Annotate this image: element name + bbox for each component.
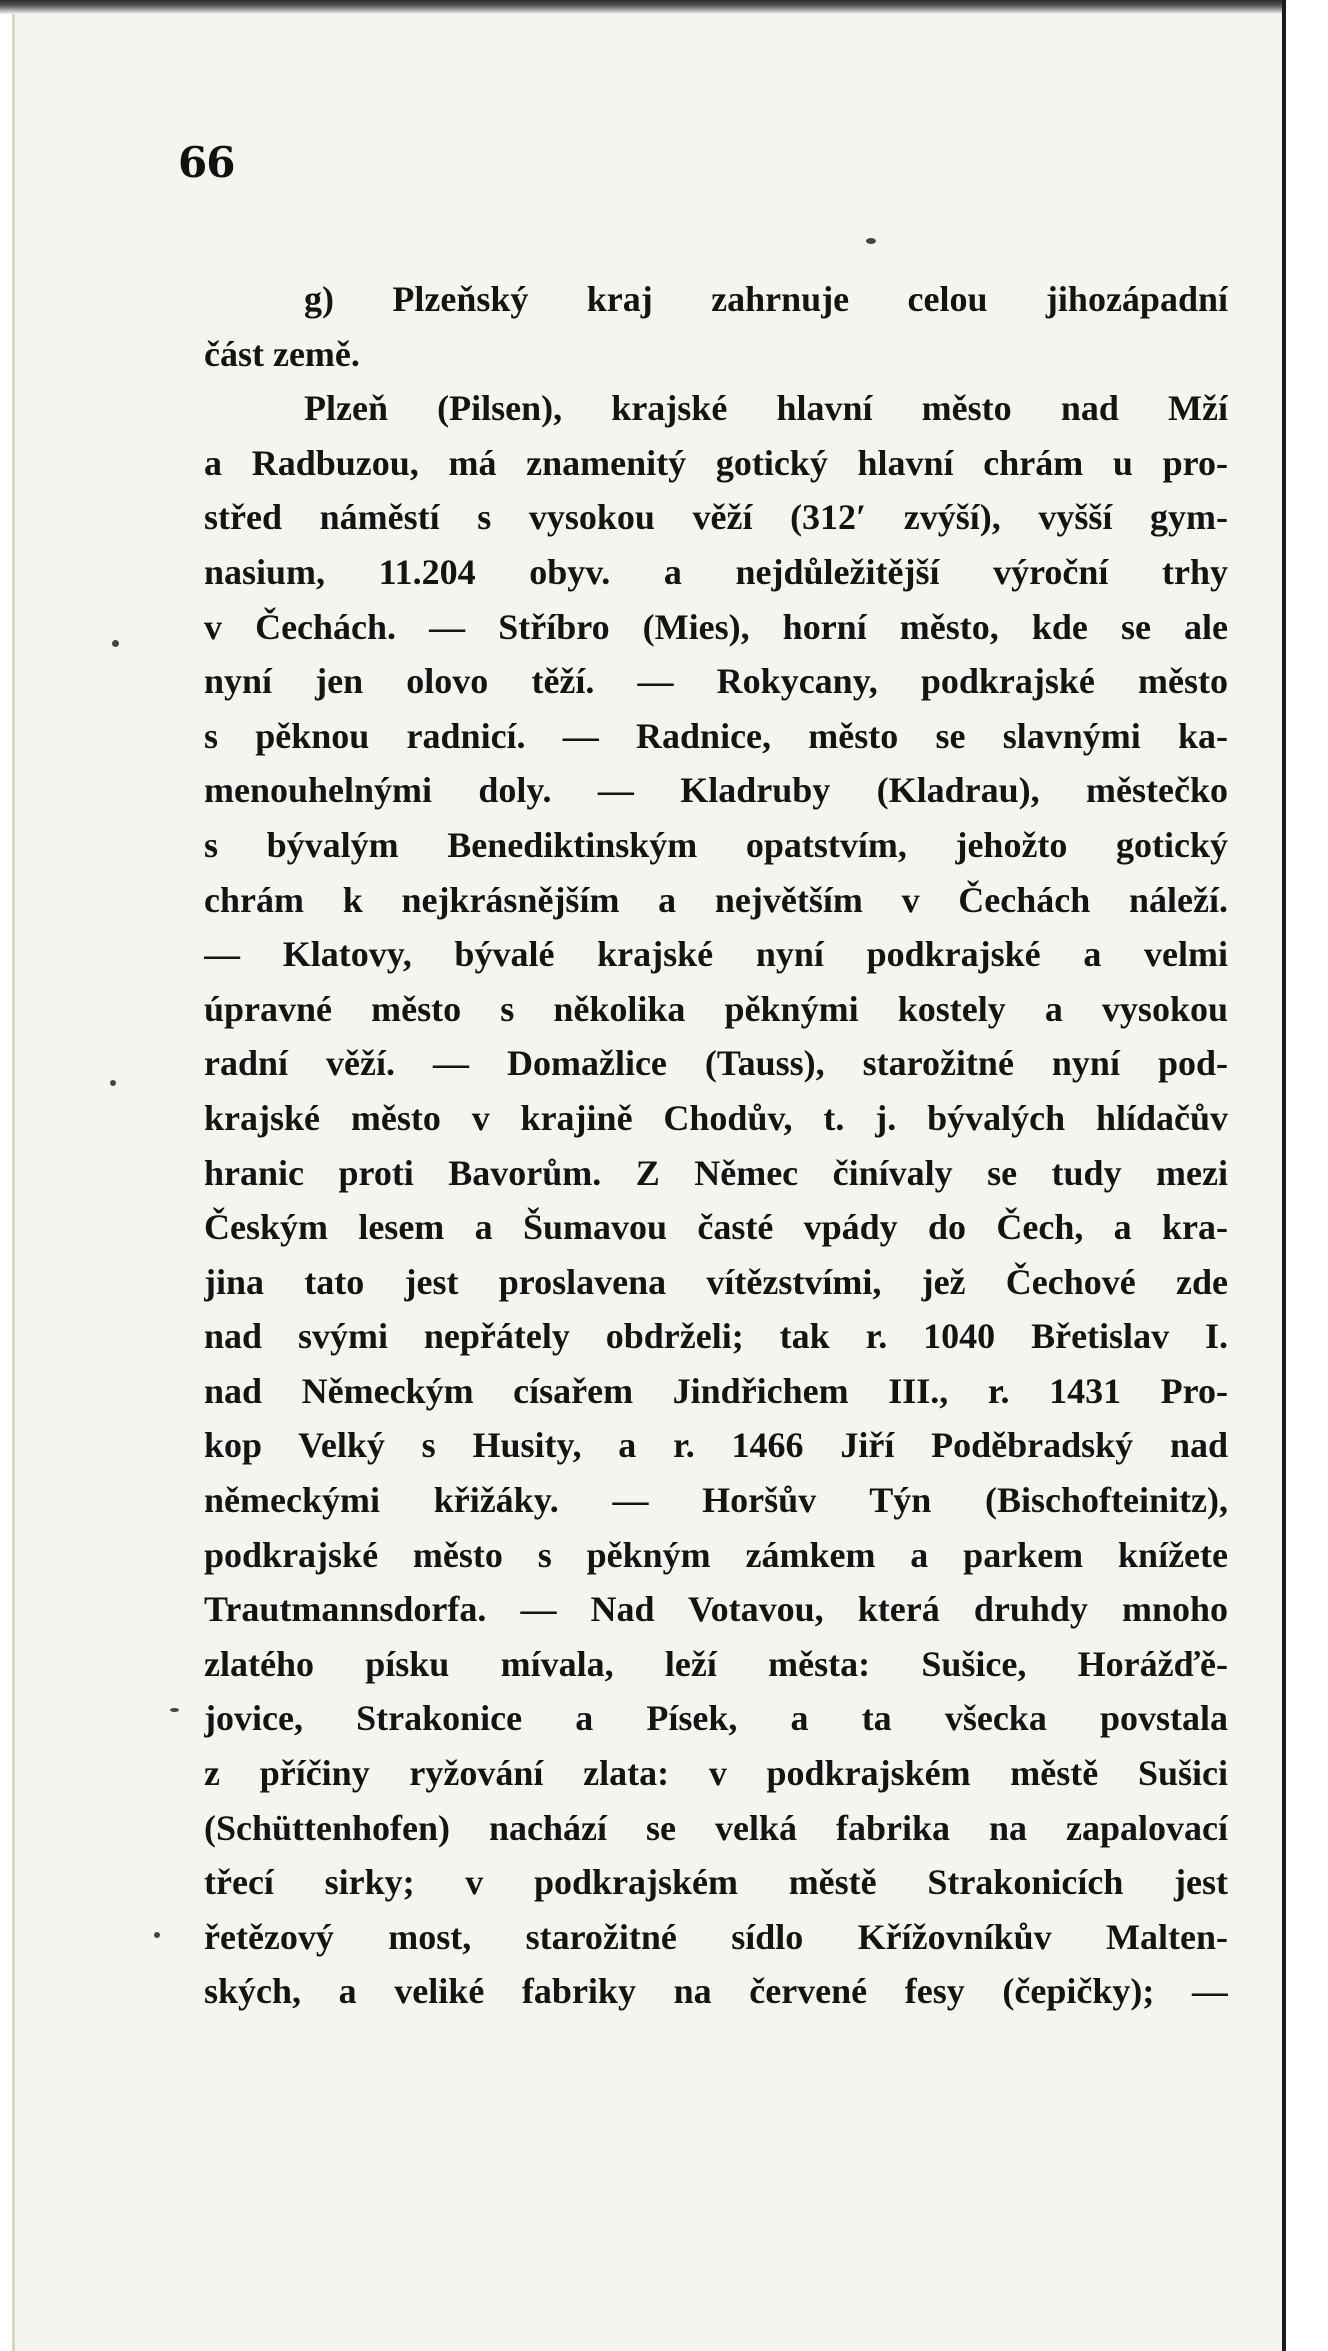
text-line: hranic proti Bavorům. Z Němec činívaly se tudy mezi [204,1152,1228,1193]
text-line: nyní jen olovo těží. — Rokycany, podkrajské město [204,661,1228,702]
scan-speck [170,1708,179,1712]
scan-speck [110,1080,116,1086]
text-line: podkrajské město s pěkným zámkem a parkem knížete [204,1534,1228,1575]
page-top-edge [0,0,1328,14]
text-line: řetězový most, starožitné sídlo Křížovníkův Malten- [204,1916,1228,1957]
text-line: střed náměstí s vysokou věží (312′ zvýší), vyšší gym- [204,497,1228,538]
text-line: jovice, Strakonice a Písek, a ta všecka povstala [204,1698,1228,1739]
text-line: německými křižáky. — Horšův Týn (Bischofteinitz), [204,1480,1228,1521]
text-line: nad Německým císařem Jindřichem III., r. 1431 Pro- [204,1370,1228,1411]
text-line: radní věží. — Domažlice (Tauss), starožitné nyní pod- [204,1043,1228,1084]
text-line: g) Plzeňský kraj zahrnuje celou jihozápadní [304,279,1228,319]
text-line: (Schüttenhofen) nachází se velká fabrika na zapalovací [204,1807,1228,1848]
text-line: — Klatovy, bývalé krajské nyní podkrajské a velmi [204,934,1228,975]
text-line: nasium, 11.204 obyv. a nejdůležitější výroční trhy [204,551,1228,592]
text-line: a Radbuzou, má znamenitý gotický hlavní chrám u pro- [204,442,1228,483]
body-text [204,272,1228,2019]
text-line: s pěknou radnicí. — Radnice, město se slavnými ka- [204,715,1228,756]
text-line: v Čechách. — Stříbro (Mies), horní město, kde se ale [204,606,1228,647]
text-line: úpravné město s několika pěknými kostely a vysokou [204,988,1228,1029]
text-line: Trautmannsdorfa. — Nad Votavou, která druhdy mnoho [204,1589,1228,1630]
page-right-edge [1282,0,1328,2351]
scan-speck [154,1932,160,1938]
text-line: Českým lesem a Šumavou časté vpády do Čech, a kra- [204,1207,1228,1248]
text-line: chrám k nejkrásnějším a největším v Čechách náleží. [204,879,1228,920]
text-line: z příčiny ryžování zlata: v podkrajském městě Sušici [204,1753,1228,1794]
text-line: třecí sirky; v podkrajském městě Strakonicích jest [204,1862,1228,1903]
scan-speck [112,640,119,647]
text-line: menouhelnými doly. — Kladruby (Kladrau), městečko [204,770,1228,811]
text-line: ských, a veliké fabriky na červené fesy (čepičky); — [204,1971,1228,2012]
text-line: část země. [204,333,360,374]
text-line: krajské město v krajině Chodův, t. j. bývalých hlídačův [204,1097,1228,1138]
text-line: s bývalým Benediktinským opatstvím, jehožto gotický [204,824,1228,865]
text-line: zlatého písku mívala, leží města: Sušice, Horážďě- [204,1643,1228,1684]
text-line: nad svými nepřátely obdrželi; tak r. 1040 Břetislav I. [204,1316,1228,1357]
scan-speck [866,238,876,244]
text-line: jina tato jest proslavena vítězstvími, jež Čechové zde [204,1261,1228,1302]
text-line: Plzeň (Pilsen), krajské hlavní město nad Mží [304,388,1228,429]
text-line: kop Velký s Husity, a r. 1466 Jiří Poděbradský nad [204,1425,1228,1466]
page-number: 66 [178,138,235,187]
